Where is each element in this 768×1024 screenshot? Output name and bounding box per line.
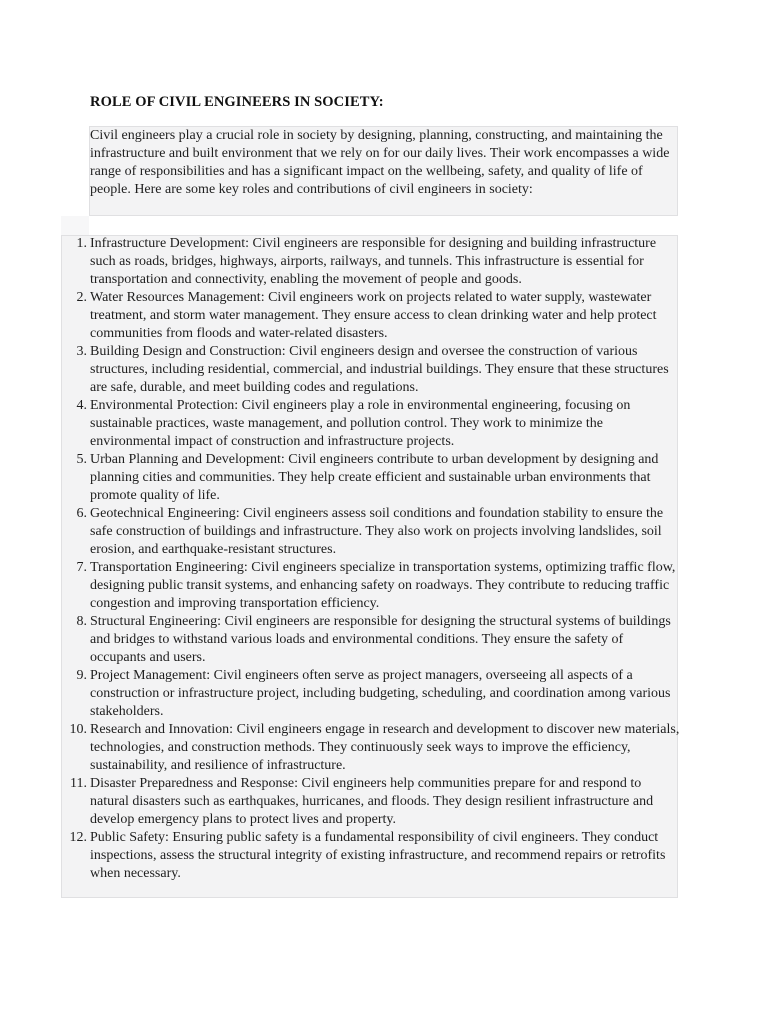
list-item-number: 1. [76, 236, 87, 251]
list-item [76, 505, 682, 559]
list-item-number: 5. [76, 452, 87, 467]
list-item-number: 4. [76, 398, 87, 413]
list-item [69, 829, 682, 883]
list-item [76, 451, 682, 505]
page-title: ROLE OF CIVIL ENGINEERS IN SOCIETY: [90, 94, 384, 110]
list-item-number: 10. [69, 722, 87, 737]
list-item-number: 8. [76, 614, 87, 629]
list-item-number: 9. [76, 668, 87, 683]
list-item [76, 559, 682, 613]
list-item-text: Transportation Engineering: Civil engineers specialize in transportation systems, optimizing traffic flow, designing public transit systems, and enhancing safety on roadways. They contribute to reducing traffic congestion and improving transportation efficiency. [90, 560, 676, 611]
list-item-text: Disaster Preparedness and Response: Civil engineers help communities prepare for and respond to natural disasters such as earthquakes, hurricanes, and floods. They design resilient infrastructure and develop emergency plans to protect lives and property. [90, 776, 654, 827]
roles-list [69, 235, 682, 883]
list-item-text: Urban Planning and Development: Civil engineers contribute to urban development by designing and planning cities and communities. They help create efficient and sustainable urban environments that promote quality of life. [90, 452, 659, 503]
list-item [76, 613, 682, 667]
list-item [76, 289, 682, 343]
list-item [76, 667, 682, 721]
list-item-text: Research and Innovation: Civil engineers engage in research and development to discover new materials, technologies, and construction methods. They continuously seek ways to improve the efficiency, sustainability, and resilience of infrastructure. [90, 722, 680, 773]
list-item [76, 397, 682, 451]
list-item-text: Environmental Protection: Civil engineers play a role in environmental engineering, focusing on sustainable practices, waste management, and pollution control. They work to minimize the environmental impact of construction and infrastructure projects. [90, 398, 631, 449]
list-item [76, 235, 682, 289]
list-item-number: 7. [76, 560, 87, 575]
list-item-number: 2. [76, 290, 87, 305]
list-item-text: Geotechnical Engineering: Civil engineers assess soil conditions and foundation stability to ensure the safe construction of buildings and infrastructure. They also work on projects involving landslides, soil erosion, and earthquake-resistant structures. [90, 506, 664, 557]
list-item [70, 775, 682, 829]
list-item [76, 343, 682, 397]
list-item-text: Building Design and Construction: Civil engineers design and oversee the construction of various structures, including residential, commercial, and industrial buildings. They ensure that these structures are safe, durable, and meet building codes and regulations. [90, 344, 669, 395]
list-item-number: 11. [70, 776, 87, 791]
list-item-text: Structural Engineering: Civil engineers are responsible for designing the structural systems of buildings and bridges to withstand various loads and environmental conditions. They ensure the safety of occupants and users. [90, 614, 671, 665]
list-item-text: Project Management: Civil engineers often serve as project managers, overseeing all aspects of a construction or infrastructure project, including budgeting, scheduling, and coordination among various stakeholders. [90, 668, 671, 719]
list-item-text: Infrastructure Development: Civil engineers are responsible for designing and building infrastructure such as roads, bridges, highways, airports, railways, and tunnels. This infrastructure is essential for transportation and connectivity, enabling the movement of people and goods. [90, 236, 657, 287]
list-item-number: 6. [76, 506, 87, 521]
list-item [69, 721, 682, 775]
list-item-number: 3. [76, 344, 87, 359]
list-item-text: Public Safety: Ensuring public safety is a fundamental responsibility of civil engineers. They conduct inspections, assess the structural integrity of existing infrastructure, and recommend repairs or retrofits when necessary. [90, 830, 666, 881]
list-item-text: Water Resources Management: Civil engineers work on projects related to water supply, wastewater treatment, and storm water management. They ensure access to clean drinking water and help protect communities from floods and water-related disasters. [90, 290, 657, 341]
list-highlight-gap [61, 216, 89, 235]
intro-paragraph: Civil engineers play a crucial role in society by designing, planning, constructing, and maintaining the infrastructure and built environment that we rely on for our daily lives. Their work encompasses a wide range of responsibilities and has a significant impact on the wellbeing, safety, and quality of life of people. Here are some key roles and contributions of civil engineers in society: [90, 128, 670, 197]
list-item-number: 12. [69, 830, 87, 845]
